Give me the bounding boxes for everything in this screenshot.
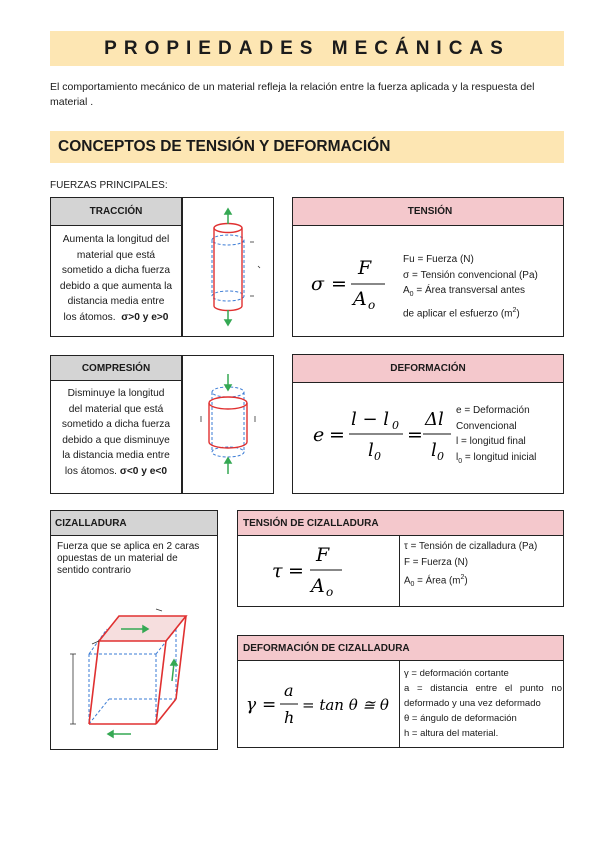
tension-cizalladura-formula (266, 539, 376, 601)
formula-den: l (368, 440, 374, 461)
formula-eq: = (331, 273, 347, 295)
legend-line: deformado y una vez deformado (404, 698, 541, 709)
traccion-line: sometido a dicha fuerza (61, 265, 171, 276)
formula-lhs: e (313, 424, 325, 446)
tension-cizalladura-legend (404, 539, 564, 593)
formula-num: F (358, 257, 372, 279)
cizalladura-text (51, 536, 217, 582)
tension-box (292, 197, 564, 337)
deformacion-cizalladura-legend (404, 666, 562, 741)
tension-cizalladura-header: TENSIÓN DE CIZALLADURA (238, 511, 563, 536)
deformacion-formula (307, 403, 457, 473)
traccion-figure-box (182, 197, 274, 337)
cizalladura-line: Fuerza que se aplica en 2 caras (57, 541, 200, 552)
formula-lhs: γ (246, 695, 257, 715)
formula-den-sub: 0 (374, 450, 381, 463)
formula-num: l − l (351, 409, 390, 430)
legend-line: Fu = Fuerza (N) (403, 254, 474, 265)
formula-num-sub: 0 (392, 419, 399, 432)
formula-eq: = (262, 695, 277, 715)
legend-line: e = Deformación (456, 405, 530, 416)
traccion-line: debido a que aumenta la (59, 280, 173, 292)
formula-num2: Δl (425, 409, 444, 430)
cizalladura-box (50, 510, 218, 750)
compresion-signs: σ<0 y e<0 (119, 465, 168, 477)
formula-den: A (311, 575, 325, 597)
tension-header: TENSIÓN (293, 198, 563, 226)
compresion-line: del material que está (68, 403, 164, 415)
compresion-line: sometido a dicha fuerza (61, 419, 171, 430)
formula-eq: = (329, 424, 345, 446)
legend-line: Convencional (456, 420, 517, 432)
legend-line: γ = deformación cortante (404, 668, 509, 679)
traccion-line: los átomos. (63, 311, 116, 323)
traccion-line: material que está (76, 249, 156, 261)
tension-legend (403, 252, 563, 321)
subscript: 0 (409, 291, 414, 298)
legend-line: $A_0$ = Área transversal antes (403, 285, 526, 298)
legend-line: $A_0$ = Área $(m^2)$ (404, 574, 468, 589)
divider (399, 535, 400, 607)
traccion-cylinder-figure (183, 198, 273, 336)
formula-eq: = (288, 560, 304, 582)
intro-text: El comportamiento mecánico de un material refleja la relación entre la fuerza aplicada y la respuesta del material . (50, 81, 535, 108)
divider (399, 660, 400, 748)
tension-cizalladura-box (237, 510, 564, 607)
formula-num: a (284, 681, 294, 700)
legend-line: $l_0$ = longitud inicial (456, 451, 537, 465)
shear-arrows (108, 626, 177, 737)
traccion-header: TRACCIÓN (51, 198, 181, 226)
deformacion-cizalladura-box (237, 635, 564, 748)
formula-den-sub: o (368, 298, 376, 312)
traccion-signs: σ>0 y e>0 (121, 311, 169, 323)
legend-line: θ = ángulo de deformación (404, 713, 517, 724)
traccion-line: Aumenta la longitud del (62, 234, 170, 245)
formula-rest: = tan θ ≅ θ (302, 696, 389, 714)
deformacion-legend (456, 403, 564, 469)
tension-formula (305, 248, 395, 318)
cizalladura-line: opuestas de un material de (57, 553, 178, 564)
legend-line: τ = Tensión de cizalladura (Pa) (404, 541, 538, 552)
formula-eq2: = (407, 424, 423, 446)
compresion-line: debido a que disminuye (62, 434, 170, 446)
superscript: 2 (512, 306, 517, 314)
compresion-line: Disminuye la longitud (67, 388, 165, 399)
cube-original-dashed (89, 629, 176, 724)
formula-den: h (284, 708, 295, 727)
tension-arrows (225, 209, 231, 325)
legend-line: F = Fuerza (N) (404, 556, 468, 568)
formula-lhs: τ (272, 560, 283, 582)
subscript: 0 (458, 457, 463, 465)
compresion-header: COMPRESIÓN (51, 356, 181, 381)
compresion-text (51, 381, 181, 485)
legend-line: de aplicar el esfuerzo $(m^2)$ (403, 306, 520, 319)
compresion-box (50, 355, 182, 494)
formula-lhs: σ (311, 273, 324, 295)
cizalladura-cube-figure (59, 591, 214, 746)
section-band (50, 131, 564, 163)
deformacion-box (292, 354, 564, 494)
formula-den: A (353, 288, 367, 310)
title-band (50, 31, 564, 66)
compresion-figure-box (182, 355, 274, 494)
cizalladura-header: CIZALLADURA (51, 511, 217, 536)
legend-line: a = distancia entre el punto no (404, 683, 562, 694)
legend-line: h = altura del material. (404, 728, 499, 739)
legend-line: σ = Tensión convencional (Pa) (403, 269, 538, 281)
deformacion-cizalladura-header: DEFORMACIÓN DE CIZALLADURA (238, 636, 563, 661)
page-title: PROPIEDADES MECÁNICAS (104, 37, 510, 59)
deformacion-header: DEFORMACIÓN (293, 355, 563, 383)
cylinder-original-dashed (212, 235, 244, 301)
compression-arrows (225, 374, 231, 474)
formula-den2-sub: 0 (437, 450, 444, 463)
cylinder-compressed (209, 397, 247, 448)
superscript: 2 (460, 574, 465, 581)
cizalladura-line: sentido contrario (57, 565, 131, 576)
fuerzas-label: FUERZAS PRINCIPALES: (50, 180, 168, 191)
formula-den2: l (431, 440, 437, 461)
legend-line: l = longitud final (456, 436, 526, 447)
compresion-line: los átomos. (64, 465, 118, 477)
compresion-line: la distancia media entre (62, 450, 170, 461)
formula-num: F (316, 544, 330, 566)
traccion-line: distancia media entre (67, 296, 165, 307)
traccion-box (50, 197, 182, 337)
subscript: 0 (410, 581, 415, 589)
compresion-cylinder-figure (183, 356, 273, 493)
formula-den-sub: o (326, 585, 334, 599)
section-title: CONCEPTOS DE TENSIÓN Y DEFORMACIÓN (58, 138, 391, 155)
traccion-text (51, 226, 181, 331)
deformacion-cizalladura-formula (244, 676, 399, 736)
